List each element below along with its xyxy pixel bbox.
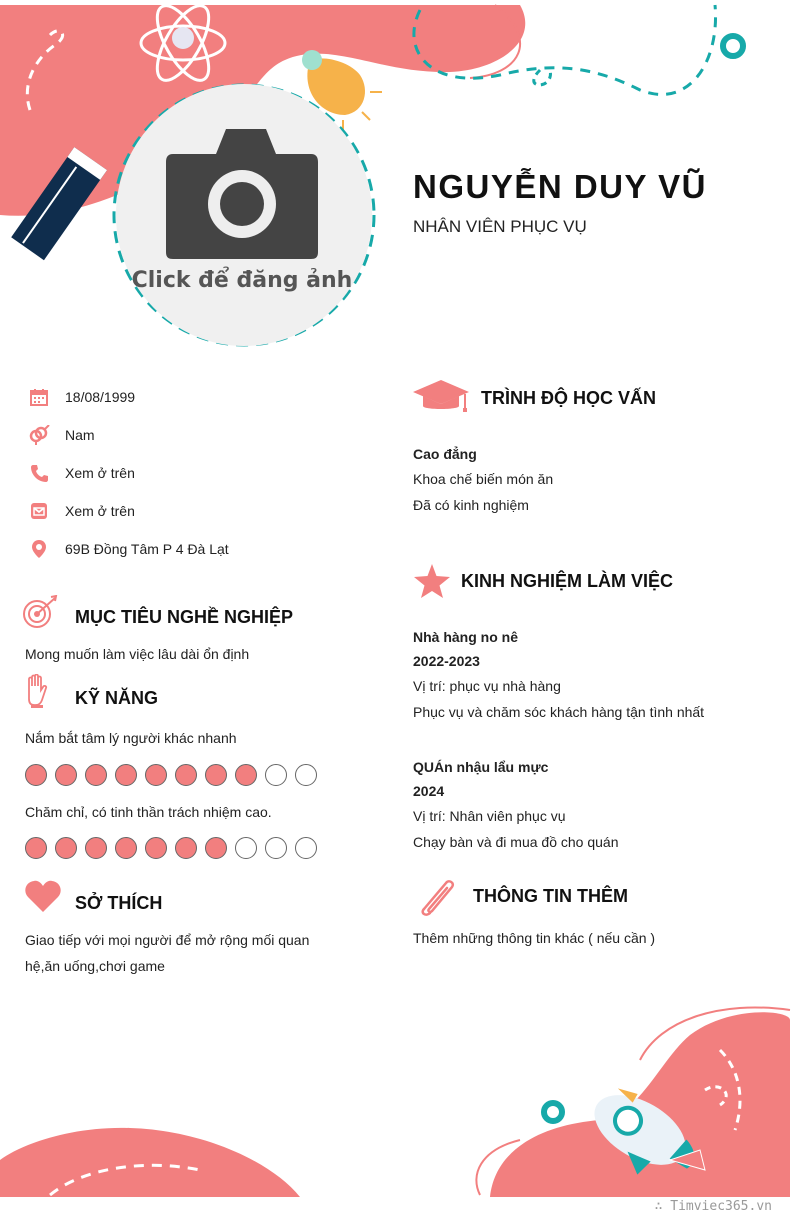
watermark: ∴ Timviec365.vn <box>654 1199 772 1214</box>
rating-dot-filled <box>145 837 167 859</box>
contact-value: Nam <box>65 427 95 443</box>
contact-address <box>28 538 229 560</box>
education-note: Đã có kinh nghiệm <box>413 497 529 513</box>
contact-value: Xem ở trên <box>65 503 135 519</box>
skill-name: Chăm chỉ, có tinh thần trách nhiệm cao. <box>25 804 272 820</box>
hobbies-title: SỞ THÍCH <box>75 893 163 913</box>
contact-phone <box>28 462 135 484</box>
contact-birthday <box>28 386 135 408</box>
hobbies-text-line1: Giao tiếp với mọi người để mở rộng mối quan <box>25 932 310 948</box>
job-period: 2022-2023 <box>413 653 480 669</box>
target-icon <box>22 595 58 634</box>
calendar-icon <box>28 386 50 408</box>
objective-title: MỤC TIÊU NGHỀ NGHIỆP <box>75 607 294 627</box>
star-icon <box>414 564 450 603</box>
rating-dot-filled <box>175 837 197 859</box>
job-description: Chạy bàn và đi mua đồ cho quán <box>413 834 619 850</box>
rating-dot-filled <box>115 764 137 786</box>
paperclip-icon <box>416 875 458 922</box>
rating-dot-filled <box>175 764 197 786</box>
contact-value: 18/08/1999 <box>65 389 136 405</box>
skill-rating <box>25 764 317 786</box>
education-major: Khoa chế biến món ăn <box>413 471 554 487</box>
contact-value: 69B Đồng Tâm P 4 Đà Lạt <box>65 541 229 557</box>
skills-title: KỸ NĂNG <box>75 688 159 708</box>
contact-value: Xem ở trên <box>65 465 135 481</box>
rating-dot-empty <box>235 837 257 859</box>
camera-icon <box>116 84 372 346</box>
rating-dot-empty <box>295 764 317 786</box>
objective-text: Mong muốn làm việc lâu dài ổn định <box>25 646 250 662</box>
skill-name: Nắm bắt tâm lý người khác nhanh <box>25 730 237 746</box>
rating-dot-filled <box>205 764 227 786</box>
location-icon <box>28 538 50 560</box>
contact-email <box>28 500 135 522</box>
rating-dot-filled <box>25 837 47 859</box>
rating-dot-empty <box>295 837 317 859</box>
rating-dot-filled <box>205 837 227 859</box>
rating-dot-filled <box>55 764 77 786</box>
rating-dot-filled <box>85 837 107 859</box>
experience-title: KINH NGHIỆM LÀM VIỆC <box>461 571 674 591</box>
rating-dot-filled <box>235 764 257 786</box>
rating-dot-filled <box>85 764 107 786</box>
rating-dot-filled <box>115 837 137 859</box>
hobbies-text-line2: hệ,ăn uống,chơi game <box>25 958 165 974</box>
phone-icon <box>28 462 50 484</box>
heart-icon <box>25 880 61 917</box>
education-school: Cao đẳng <box>413 446 477 462</box>
photo-upload[interactable] <box>116 84 372 346</box>
job-description: Phục vụ và chăm sóc khách hàng tận tình nhất <box>413 704 705 720</box>
graduation-cap-icon <box>413 380 469 419</box>
rating-dot-empty <box>265 764 287 786</box>
rating-dot-empty <box>265 837 287 859</box>
job-position: Vị trí: Nhân viên phục vụ <box>413 808 566 824</box>
rating-dot-filled <box>55 837 77 859</box>
extra-text: Thêm những thông tin khác ( nếu cần ) <box>413 930 656 946</box>
job-company: Nhà hàng no nê <box>413 629 518 645</box>
skill-rating <box>25 837 317 859</box>
job-period: 2024 <box>413 783 445 799</box>
extra-title: THÔNG TIN THÊM <box>473 886 628 906</box>
job-company: QUÁn nhậu lẩu mực <box>413 759 549 775</box>
hand-icon <box>24 674 50 713</box>
rating-dot-filled <box>25 764 47 786</box>
candidate-name: NGUYỄN DUY VŨ <box>413 168 707 205</box>
job-position: Vị trí: phục vụ nhà hàng <box>413 678 561 694</box>
education-title: TRÌNH ĐỘ HỌC VẤN <box>481 388 656 408</box>
contact-gender <box>28 424 95 446</box>
rating-dot-filled <box>145 764 167 786</box>
job-title: NHÂN VIÊN PHỤC VỤ <box>413 217 587 236</box>
photo-caption[interactable]: Click để đăng ảnh <box>131 268 353 293</box>
email-icon <box>28 500 50 522</box>
gender-icon <box>28 424 50 446</box>
